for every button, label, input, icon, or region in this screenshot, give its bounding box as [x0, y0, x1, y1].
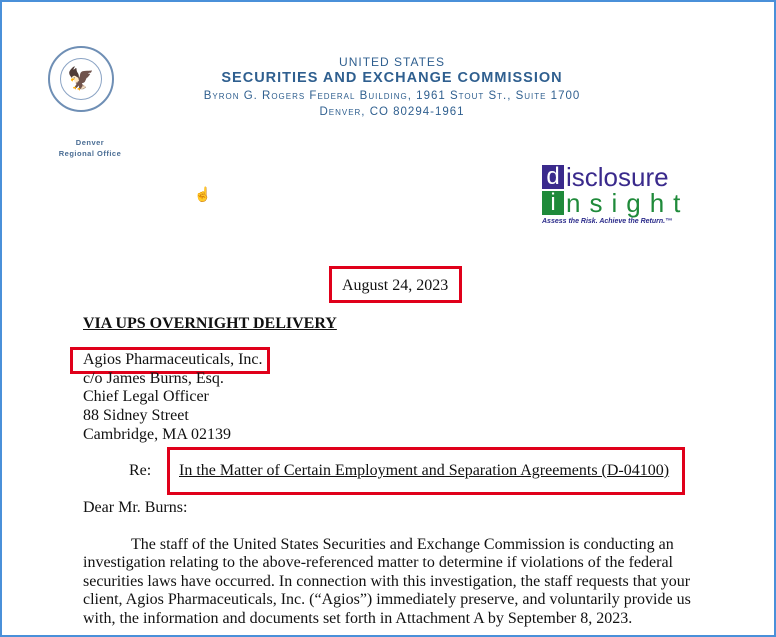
office-line1: Denver — [75, 138, 105, 147]
letterhead-address: Byron G. Rogers Federal Building, 1961 Stout St., Suite 1700 — [203, 90, 581, 102]
address-line: Chief Legal Officer — [83, 388, 209, 405]
letterhead-city: Denver, CO 80294-1961 — [319, 106, 465, 118]
logo-tagline: Assess the Risk. Achieve the Return.™ — [542, 218, 673, 225]
logo-d: d — [542, 165, 564, 189]
letter-date: August 24, 2023 — [342, 277, 449, 294]
re-label: Re: — [129, 462, 152, 479]
address-line: 88 Sidney Street — [83, 407, 189, 424]
re-subject: In the Matter of Certain Employment and Separation Agreements (D-04100) — [179, 462, 670, 479]
logo-isclosure: isclosure — [566, 162, 669, 192]
address-line: c/o James Burns, Esq. — [83, 370, 224, 387]
body-line: client, Agios Pharmaceuticals, Inc. (“Agios”) immediately preserve, and voluntarily provide us — [83, 591, 691, 608]
delivery-method: VIA UPS OVERNIGHT DELIVERY — [83, 315, 337, 332]
address-line: Cambridge, MA 02139 — [83, 426, 231, 443]
body-line: investigation relating to the above-referenced matter to determine if violations of the federal — [83, 554, 673, 571]
logo-nsight: nsight — [566, 188, 690, 218]
sec-seal-icon: 🦅 — [48, 46, 114, 112]
disclosure-insight-logo — [542, 164, 689, 225]
body-line: The staff of the United States Securities and Exchange Commission is conducting an — [131, 536, 674, 553]
salutation: Dear Mr. Burns: — [83, 499, 188, 516]
letterhead-line1: UNITED STATES — [339, 55, 445, 69]
logo-i: i — [542, 191, 564, 215]
body-line: securities laws have occurred. In connection with this investigation, the staff requests that your — [83, 573, 691, 590]
office-line2: Regional Office — [58, 149, 122, 158]
hand-cursor-icon: ☝ — [194, 188, 212, 203]
letterhead-agency: SECURITIES AND EXCHANGE COMMISSION — [221, 70, 563, 86]
body-line: with, the information and documents set forth in Attachment A by September 8, 2023. — [83, 610, 633, 627]
address-line: Agios Pharmaceuticals, Inc. — [83, 351, 263, 368]
